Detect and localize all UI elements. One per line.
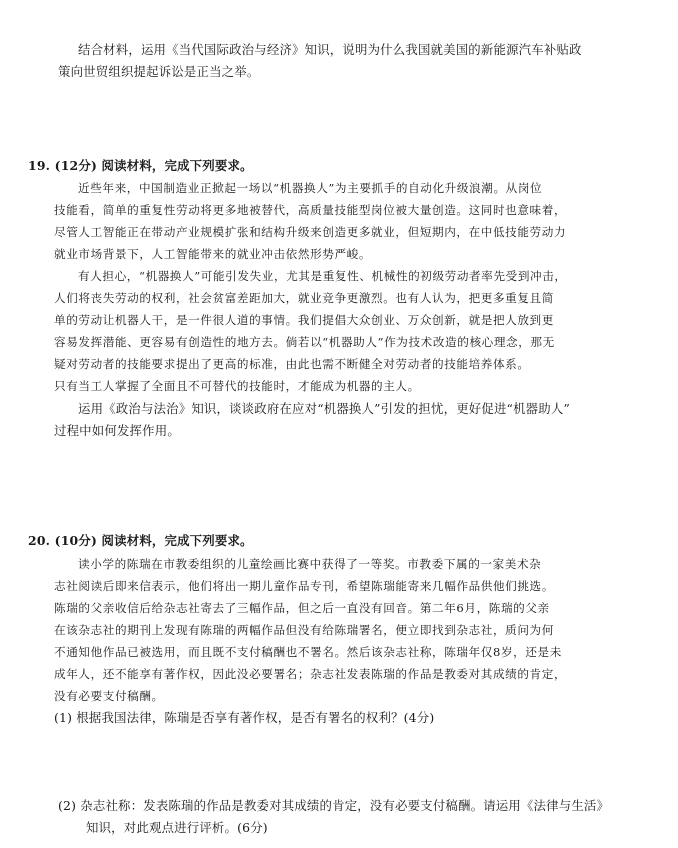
q19-material-line: 只有当工人掌握了全面且不可替代的技能时，才能成为机器的主人。 <box>54 379 420 393</box>
q20-subquestion-2-line: 知识，对此观点进行评析。(6分) <box>86 820 268 835</box>
q19-material-line: 尽管人工智能正在带动产业规模扩张和结构升级来创造更多就业，但短期内，在中低技能劳动力 <box>54 225 567 239</box>
q20-material-line: 成年人，还不能享有著作权，因此没必要署名；杂志社发表陈瑞的作品是教委对其成绩的肯定， <box>54 667 567 681</box>
q19-material-line: 单的劳动让机器人干，是一件很人道的事情。我们提倡大众创业、万众创新，就是把人放到更 <box>54 313 554 327</box>
q18-question-line: 结合材料，运用《当代国际政治与经济》知识，说明为什么我国就美国的新能源汽车补贴政 <box>78 42 582 57</box>
q20-subquestion-2-line: (2) 杂志社称：发表陈瑞的作品是教委对其成绩的肯定，没有必要支付稿酬。请运用《法律与生活》 <box>58 798 610 813</box>
q19-question-line: 过程中如何发挥作用。 <box>54 423 180 438</box>
q18-question-line: 策向世贸组织提起诉讼是正当之举。 <box>58 64 260 79</box>
q20-material-line: 志社阅读后即来信表示，他们将出一期儿童作品专刊，希望陈瑞能寄来几幅作品供他们挑选。 <box>54 579 554 593</box>
q19-material-line: 疑对劳动者的技能要求提出了更高的标准，由此也需不断健全对劳动者的技能培养体系。 <box>54 357 530 371</box>
q19-material-line: 就业市场背景下，人工智能带来的就业冲击依然形势严峻。 <box>54 247 372 261</box>
q20-header: 20. (10分) 阅读材料，完成下列要求。 <box>28 533 253 548</box>
q20-material-line: 读小学的陈瑞在市教委组织的儿童绘画比赛中获得了一等奖。市教委下属的一家美术杂 <box>78 557 542 571</box>
q19-material-line: 近些年来，中国制造业正掀起一场以“机器换人”为主要抓手的自动化升级浪潮。从岗位 <box>78 181 543 195</box>
q20-material-line: 陈瑞的父亲收信后给杂志社寄去了三幅作品，但之后一直没有回音。第二年6月，陈瑞的父亲 <box>54 601 550 615</box>
q20-material-line: 没有必要支付稿酬。 <box>54 689 164 703</box>
q20-material-line: 在该杂志社的期刊上发现有陈瑞的两幅作品但没有给陈瑞署名，便立即找到杂志社，质问为何 <box>54 623 554 637</box>
q19-material-line: 有人担心，“机器换人”可能引发失业，尤其是重复性、机械性的初级劳动者率先受到冲击， <box>78 269 567 283</box>
q20-subquestion-1: (1) 根据我国法律，陈瑞是否享有著作权，是否有署名的权利？(4分) <box>54 710 435 725</box>
q19-material-line: 技能看，简单的重复性劳动将更多地被替代，高质量技能型岗位被大量创造。这同时也意味着， <box>54 203 567 217</box>
q19-question-line: 运用《政治与法治》知识，谈谈政府在应对“机器换人”引发的担忧，更好促进“机器助人” <box>78 401 570 416</box>
q19-header: 19. (12分) 阅读材料，完成下列要求。 <box>28 158 253 173</box>
q20-material-line: 不通知他作品已被选用，而且既不支付稿酬也不署名。然后该杂志社称，陈瑞年仅8岁，还是未 <box>54 645 562 659</box>
q19-material-line: 容易发挥潜能、更容易有创造性的地方去。倘若以“机器助人”作为技术改造的核心理念，那无 <box>54 335 555 349</box>
q19-material-line: 人们将丧失劳动的权利，社会贫富差距加大，就业竞争更激烈。也有人认为，把更多重复且简 <box>54 291 554 305</box>
